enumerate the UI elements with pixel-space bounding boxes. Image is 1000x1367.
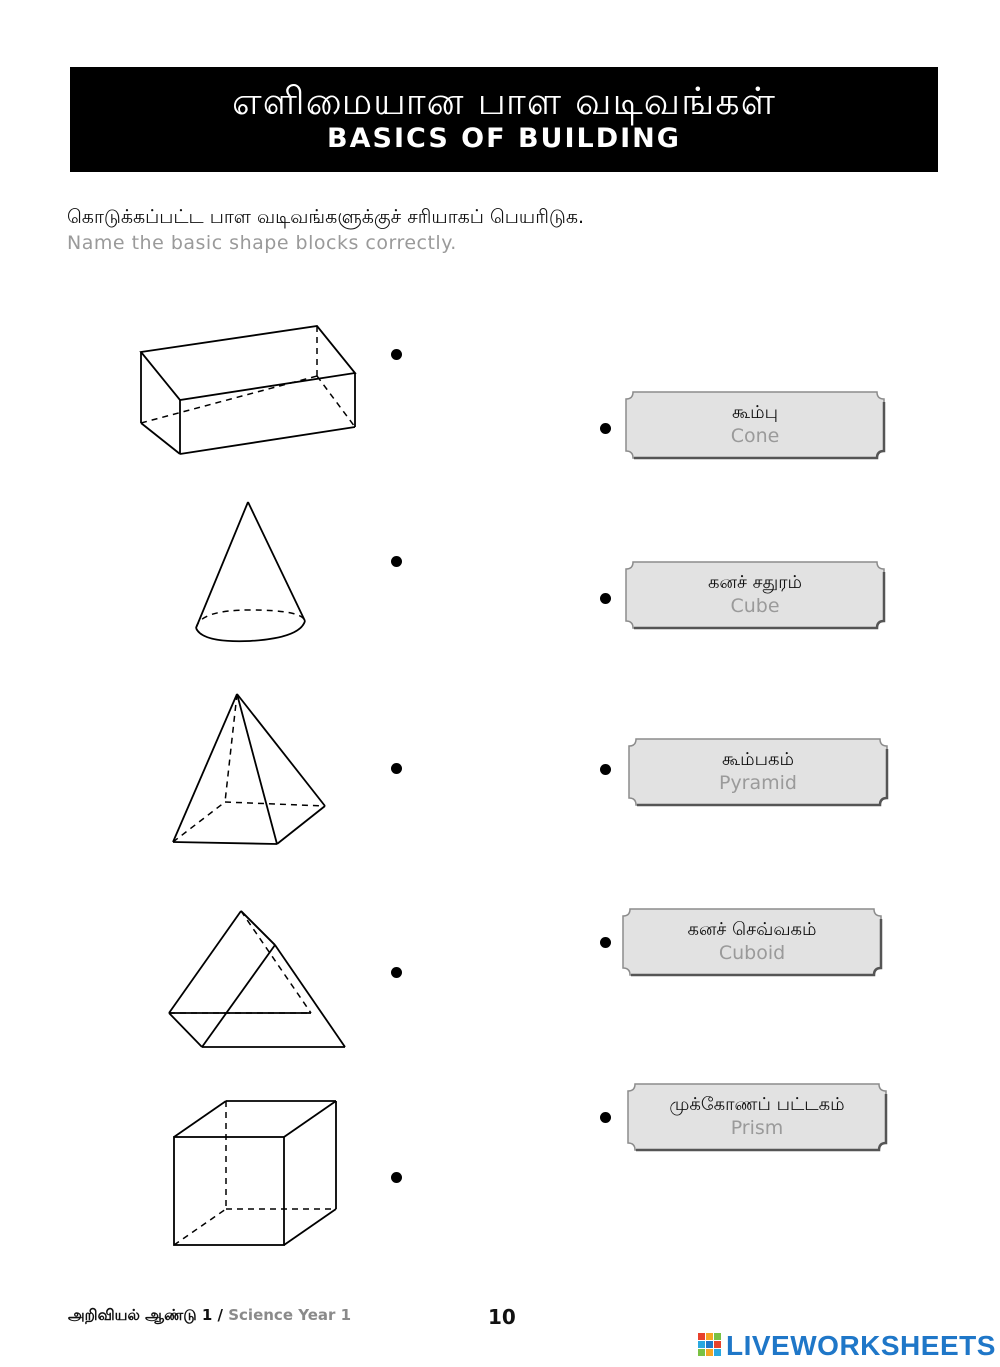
label-english: Prism <box>730 1117 784 1139</box>
cube-shape <box>168 1095 348 1250</box>
label-card-pyramid[interactable] <box>627 737 889 807</box>
label-english: Cone <box>730 425 780 447</box>
match-dot-right-3[interactable] <box>600 764 611 775</box>
label-card-cube[interactable] <box>624 560 886 630</box>
footer-subject-english: Science Year 1 <box>228 1306 352 1324</box>
title-english: BASICS OF BUILDING <box>327 123 681 154</box>
label-tamil: முக்கோணப் பட்டகம் <box>669 1094 845 1115</box>
match-dot-left-2[interactable] <box>391 556 402 567</box>
label-tamil: கூம்பு <box>732 402 778 423</box>
match-dot-left-4[interactable] <box>391 967 402 978</box>
match-dot-right-2[interactable] <box>600 593 611 604</box>
label-card-cuboid[interactable] <box>621 907 883 977</box>
cone-shape <box>190 498 315 648</box>
footer-subject-tamil: அறிவியல் ஆண்டு 1 <box>68 1306 213 1324</box>
label-english: Pyramid <box>718 772 797 794</box>
match-dot-right-4[interactable] <box>600 937 611 948</box>
label-tamil: கூம்பகம் <box>722 749 794 770</box>
label-tamil: கனச் செவ்வகம் <box>687 919 817 940</box>
brand-name: LIVEWORKSHEETS <box>726 1330 996 1361</box>
instruction-tamil: கொடுக்கப்பட்ட பாள வடிவங்களுக்குச் சரியாகப் பெயரிடுக. <box>67 206 585 228</box>
footer-separator: / <box>217 1306 223 1324</box>
label-tamil: கனச் சதுரம் <box>707 572 803 593</box>
liveworksheets-logo-icon <box>698 1333 722 1357</box>
triangular-prism-shape <box>165 905 353 1055</box>
title-tamil: எளிமையான பாள வடிவங்கள் <box>232 79 776 123</box>
match-dot-left-5[interactable] <box>391 1172 402 1183</box>
label-card-prism[interactable] <box>626 1082 888 1152</box>
instruction-english: Name the basic shape blocks correctly. <box>67 232 457 254</box>
label-english: Cuboid <box>718 942 786 964</box>
match-dot-right-5[interactable] <box>600 1112 611 1123</box>
label-english: Cube <box>730 595 780 617</box>
label-card-cone[interactable] <box>624 390 886 460</box>
match-dot-left-3[interactable] <box>391 763 402 774</box>
footer-subject <box>68 1306 351 1326</box>
title-banner <box>70 67 938 172</box>
match-dot-right-1[interactable] <box>600 423 611 434</box>
cuboid-shape <box>135 320 365 465</box>
page-number: 10 <box>488 1305 516 1329</box>
match-dot-left-1[interactable] <box>391 349 402 360</box>
pyramid-shape <box>165 690 333 850</box>
